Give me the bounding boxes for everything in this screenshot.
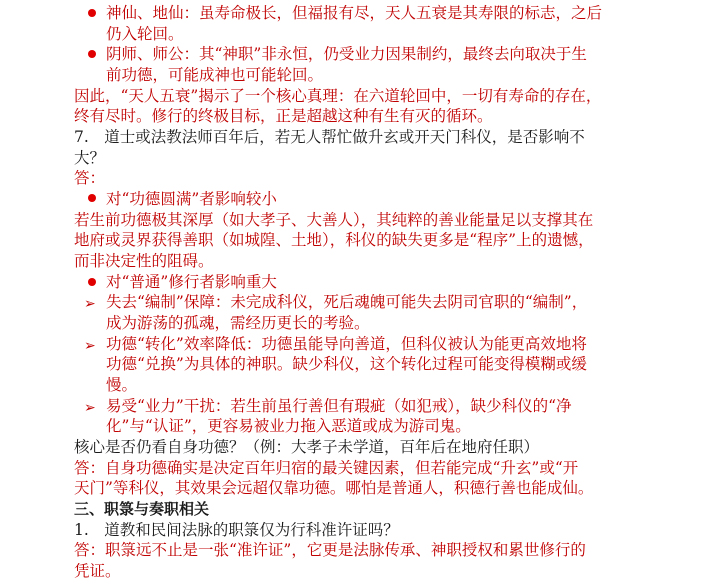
text-line: 失去“编制”保障：未完成科仪，死后魂魄可能失去阴司官职的“编制”， xyxy=(106,293,588,311)
question-line: 1. 道教和民间法脉的职箓仅为行科准许证吗？ xyxy=(74,521,399,539)
text-line: 答：自身功德确实是决定百年归宿的最关键因素，但若能完成“升玄”或“开 xyxy=(74,459,579,477)
red-dot-icon xyxy=(88,194,96,202)
text-line: 地府或灵界获得善职（如城隍、土地），科仪的缺失更多是“程序”上的遗憾， xyxy=(74,231,594,249)
text-line: 答：职箓远不止是一张“准许证”，它更是法脉传承、神职授权和累世修行的 xyxy=(74,541,586,559)
text-line: 成为游荡的孤魂，需经历更长的考验。 xyxy=(106,314,370,332)
arrow-bullet-icon: ➢ xyxy=(84,338,96,354)
text-line: 神仙、地仙：虽寿命极长，但福报有尽，天人五衰是其寿限的标志，之后 xyxy=(106,4,603,22)
arrow-bullet-icon: ➢ xyxy=(84,296,96,312)
red-dot-icon xyxy=(88,50,96,58)
text-line: 前功德，可能成神也可能轮回。 xyxy=(106,66,324,84)
red-dot-icon xyxy=(88,9,96,17)
text-line: 易受“业力”干扰：若生前虽行善但有瑕疵（如犯戒），缺少科仪的“净 xyxy=(106,397,572,415)
text-line: 仍入轮回。 xyxy=(106,25,184,43)
red-dot-icon xyxy=(88,278,96,286)
text-line: 天门”等科仪，其效果会远超仅靠功德。哪怕是普通人，积德行善也能成仙。 xyxy=(74,479,594,497)
answer-label: 答： xyxy=(74,169,106,187)
question-line: 大？ xyxy=(74,149,106,167)
text-line: 对“功德圆满”者影响较小 xyxy=(106,190,277,208)
question-line: 7. 道士或法教法师百年后，若无人帮忙做升玄或开天门科仪，是否影响不 xyxy=(74,128,585,146)
question-line: 核心是否仍看自身功德？（例：大孝子未学道，百年后在地府任职） xyxy=(74,438,540,456)
text-line: 因此，“天人五衰”揭示了一个核心真理：在六道轮回中，一切有寿命的存在， xyxy=(74,87,602,105)
text-line: 功德“兑换”为具体的神职。缺少科仪，这个转化过程可能变得模糊或缓 xyxy=(106,355,587,373)
text-line: 阴师、师公：其“神职”非永恒，仍受业力因果制约，最终去向取决于生 xyxy=(106,45,587,63)
arrow-bullet-icon: ➢ xyxy=(84,400,96,416)
text-line: 凭证。 xyxy=(74,562,121,580)
text-line: 若生前功德极其深厚（如大孝子、大善人），其纯粹的善业能量足以支撑其在 xyxy=(74,211,594,229)
text-line: 对“普通”修行者影响重大 xyxy=(106,273,277,291)
text-line: 慢。 xyxy=(106,376,138,394)
text-line: 而非决定性的阻碍。 xyxy=(74,252,214,270)
text-line: 化”与“认证”，更容易被业力拖入恶道或成为游司鬼。 xyxy=(106,417,471,435)
text-line: 功德“转化”效率降低：功德虽能导向善道，但科仪被认为能更高效地将 xyxy=(106,335,587,353)
text-line: 终有尽时。修行的终极目标，正是超越这种有生有灭的循环。 xyxy=(74,107,493,125)
section-heading: 三、职箓与奏职相关 xyxy=(74,500,210,518)
